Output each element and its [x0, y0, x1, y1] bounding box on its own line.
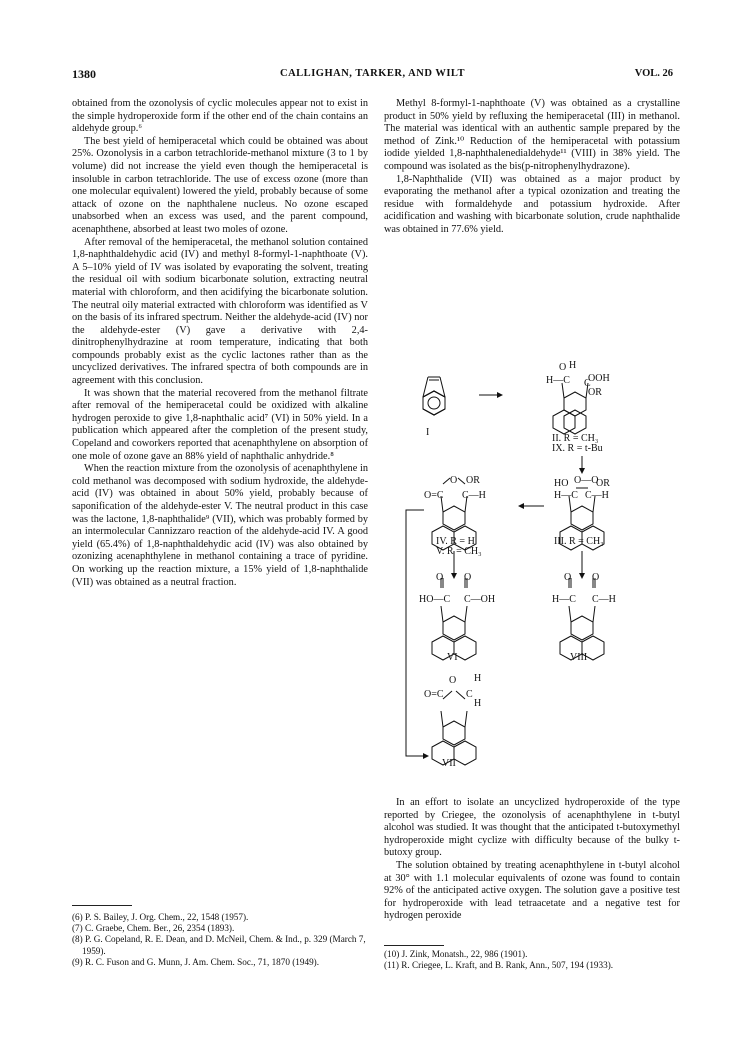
page-number: 1380: [72, 67, 96, 81]
paragraph: In an effort to isolate an uncyclized hydroperoxide of the type reported by Criegee, the ozonolysis of acenaphthylene in t-butyl alcohol was studied. It was thought that the anticipated t-butoxymethyl hydroperoxide might cyclize with difficulty because of the bulky t-butoxy group.: [384, 797, 680, 859]
paragraph: The solution obtained by treating acenaphthylene in t-butyl alcohol at 30° with 1.1 molecular equivalents of ozone was found to contain 92% of the anticipated active oxygen. The solution gave a positive test for hydroperoxide with lead tetraacetate and a negative test for hydrogen peroxide: [384, 859, 680, 922]
atom: O—O: [574, 475, 599, 486]
compound-VI-structure: [432, 578, 476, 660]
atom: O: [564, 572, 572, 583]
atom: H: [474, 673, 482, 684]
volume-label: VOL. 26: [634, 68, 673, 79]
compound-VII-structure: [432, 691, 476, 765]
label-III: III. R = CH₃: [554, 536, 604, 547]
paragraph: obtained from the ozonolysis of cyclic molecules appear not to exist in the simple hydroperoxide form if the other end of the chain contains an aldehyde group.⁶: [72, 98, 368, 135]
label-VI: VI: [447, 652, 458, 663]
atom: OOH: [588, 373, 610, 384]
compound-VIII-structure: [560, 578, 604, 660]
atom: C—OH: [464, 594, 496, 605]
atom: C: [466, 689, 473, 700]
label-V: V. R = CH₃: [436, 546, 482, 557]
atom: O: [449, 675, 457, 686]
label-II: II. R = CH₃: [552, 433, 599, 444]
atom: C: [584, 378, 591, 389]
atom: HO: [554, 478, 569, 489]
label-VII: VII: [442, 758, 456, 769]
reaction-scheme: [384, 323, 684, 788]
atom: O: [436, 572, 444, 583]
atom: C—H: [585, 490, 609, 501]
left-column: [72, 98, 368, 589]
compound-I-structure: [423, 377, 445, 415]
footnote: (6) P. S. Bailey, J. Org. Chem., 22, 1548 (1957).: [72, 912, 249, 922]
footnote: (8) P. G. Copeland, R. E. Dean, and D. McNeil, Chem. & Ind., p. 329 (March 7, 1959).: [72, 934, 366, 956]
right-column-bottom: [384, 797, 680, 923]
atom: C—H: [462, 490, 486, 501]
right-column-top: [384, 98, 680, 237]
running-authors: CALLIGHAN, TARKER, AND WILT: [280, 68, 465, 79]
footnotes-left: [72, 912, 368, 968]
atom: H—C: [554, 490, 578, 501]
paragraph: It was shown that the material recovered from the methanol filtrate after removal of the hemiperacetal could be oxidized with alkaline hydrogen peroxide to give 1,8-naphthalic acid⁷ (VI) in 50% yield. In a publication which appeared after the completion of the present study, Copeland and coworkers reported that acenaphthylene on absorption of one mole of ozone gave an 88% yield of naphthalic anhydride.⁸: [72, 387, 368, 462]
paragraph: Methyl 8-formyl-1-naphthoate (V) was obtained as a crystalline product in 50% yield by refluxing the hemiperacetal (III) in methanol. The material was identical with an authentic sample prepared by the method of Zink.¹⁰ Reduction of the hemiperacetal with potassium iodide yielded 1,8-naphthalenedialdehyde¹¹ (VIII) in 38% yield. The compound was isolated as the bis(p-nitrophenylhydrazone).: [384, 98, 680, 172]
atom: H—C: [552, 594, 576, 605]
footnote-divider: [72, 905, 132, 906]
atom: O: [464, 572, 472, 583]
footnotes-right: [384, 949, 680, 971]
reaction-arrow: [406, 510, 428, 756]
atom: O: [559, 362, 567, 373]
atom: OR: [596, 478, 610, 489]
footnote: (7) C. Graebe, Chem. Ber., 26, 2354 (1893).: [72, 923, 235, 934]
compound-II-structure: [553, 383, 588, 434]
atom: OR: [466, 475, 480, 486]
atom: O=C: [424, 689, 444, 700]
atom: H: [569, 360, 577, 371]
footnote: (9) R. C. Fuson and G. Munn, J. Am. Chem. Soc., 71, 1870 (1949).: [72, 956, 320, 967]
atom: H—C: [546, 375, 570, 386]
atom: O=C: [424, 490, 444, 501]
footnote: (10) J. Zink, Monatsh., 22, 986 (1901).: [384, 949, 528, 959]
paragraph: When the reaction mixture from the ozonolysis of acenaphthylene in cold methanol was decomposed with sodium hydroxide, the aldehyde-acid (IV) was obtained in about 50% yield, probably because of saponification of the aldehyde-ester V. The neutral product in this case was the lactone, 1,8-naphthalide⁹ (VII), which was probably formed by an intermolecular Cannizzaro reaction of the aldehyde-acid IV. A good yield (65.4%) of 1,8-naphthaldehydic acid (IV) was also obtained by ozonizing acenaphthylene in methanol containing a trace of pyridine. On working up the reaction mixture, a 15% yield of 1,8-naphthalide (VII) was obtained as a neutral fraction.: [72, 463, 368, 588]
label-IV: IV. R = H: [436, 536, 475, 547]
paragraph: After removal of the hemiperacetal, the methanol solution contained 1,8-naphthaldehydic acid (IV) and methyl 8-formyl-1-naphthoate (V). A 5–10% yield of IV was isolated by evaporating the solvent, treating the residual oil with sodium bicarbonate solution, extracting neutral material with chloroform, and then acidifying the bicarbonate solution. The neutral oily material extracted with chloroform was identified as V on the basis of its infrared spectrum. Neither the aldehyde-acid (IV) nor the aldehyde-ester (V) gave a derivative with 2,4-dinitrophenylhydrazine at room temperature, indicating that both compounds probably exist as the cyclic lactones rather than as the uncyclized derivatives. The infrared spectra of both compounds are in agreement with this conclusion.: [72, 236, 368, 387]
footnote: (11) R. Criegee, L. Kraft, and B. Rank, Ann., 507, 194 (1933).: [384, 960, 614, 971]
atom: HO—C: [419, 594, 451, 605]
atom: O: [450, 475, 458, 486]
paragraph: The best yield of hemiperacetal which could be obtained was about 25%. Ozonolysis in a carbon tetrachloride-methanol mixture (3 to 1 by volume) did not increase the yield even though the hemiperacetal is insoluble in carbon tetrachloride. The use of excess ozone (more than one molecular equivalent) lowered the yield, probably because of some attack of ozone on the naphthalene nucleus. No ozone escaped unabsorbed when an excess was used, and the parent compound, acenaphthene, absorbed at least two moles of ozone.: [72, 135, 368, 235]
atom: OR: [588, 387, 602, 398]
paragraph: 1,8-Naphthalide (VII) was obtained as a major product by evaporating the methanol after a typical ozonization and treating the residue with formaldehyde and potassium hydroxide. After acidification and washing with bicarbonate solution, crude naphthalide was obtained in 77.6% yield.: [384, 173, 680, 235]
footnote-divider: [384, 945, 444, 946]
label-I: I: [426, 427, 430, 438]
label-VIII: VIII: [570, 652, 588, 663]
atom: H: [474, 698, 482, 709]
running-header: [72, 67, 673, 85]
atom: C—H: [592, 594, 616, 605]
atom: O: [592, 572, 600, 583]
label-IX: IX. R = t-Bu: [552, 443, 603, 454]
